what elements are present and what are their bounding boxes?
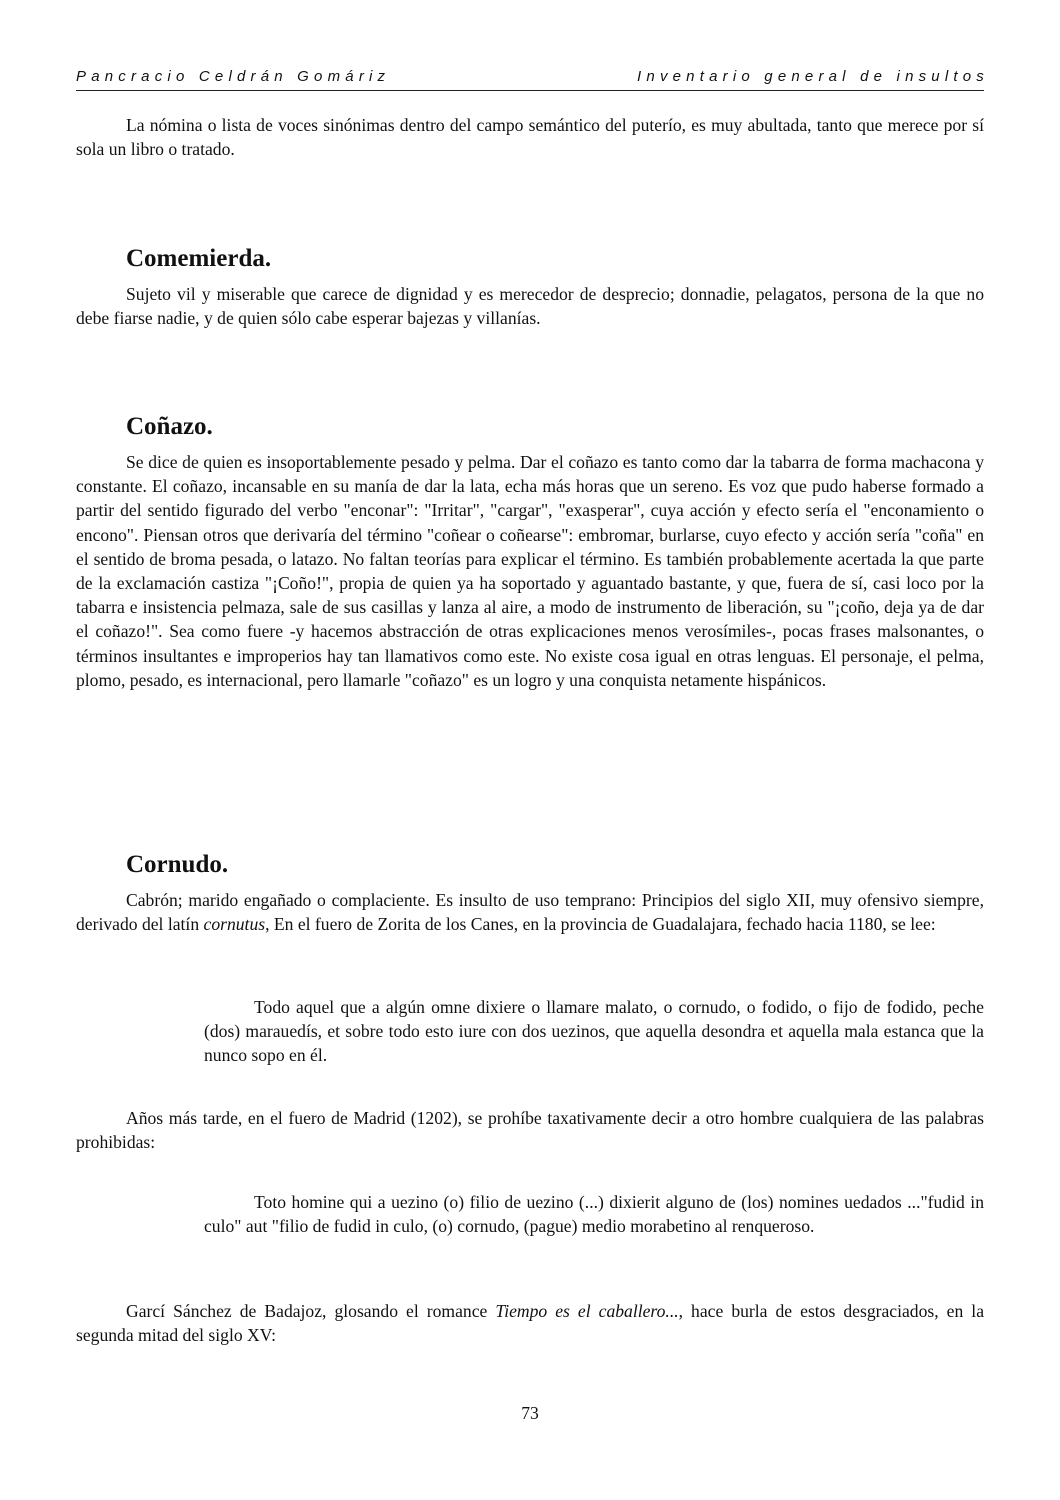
entry-heading-comemierda: Comemierda. xyxy=(126,245,272,272)
header-book-title: Inventario general de insultos xyxy=(637,68,989,85)
cornudo-text-part1: Cabrón; marido engañado o complaciente. Es insulto de uso temprano: Principios del siglo XII, muy ofensivo siempre, derivado del latín xyxy=(76,890,984,935)
entry-text-cornudo xyxy=(76,888,984,936)
entry-text-conazo: Se dice de quien es insoportablemente pesado y pelma. Dar el coñazo es tanto como dar la tabarra de forma machacona y constante. El coñazo, incansable en su manía de dar la lata, echa más horas que un sereno. Es voz que pudo haberse formado a partir del sentido figurado del verbo "enconar": "Irritar", "cargar", "exasperar", cuya acción y efecto sería el "enconamiento o encono". Piensan otros que derivaría del término "coñear o coñearse": embromar, burlarse, cuyo efecto y acción sería "coña" en el sentido de broma pesada, o latazo. No faltan teorías para explicar el término. Es también probablemente acertada la que parte de la exclamación castiza "¡Coño!", propia de quien ya ha soportado y aguantado bastante, y que, fuera de sí, casi loco por la tabarra e insistencia pelmaza, sale de sus casillas y lanza al aire, a modo de instrumento de liberación, su "¡coño, deja ya de dar el coñazo!". Sea como fuere -y hacemos abstracción de otras explicaciones menos verosímiles-, pocas frases malsonantes, o términos insultantes e improperios hay tan llamativos como este. No existe cosa igual en otras lenguas. El personaje, el pelma, plomo, pesado, es internacional, pero llamarle "coñazo" es un logro y una conquista netamente hispánicos. xyxy=(76,452,984,690)
cornudo-text-part2: , En el fuero de Zorita de los Canes, en la provincia de Guadalajara, fechado hacia 1180, se lee: xyxy=(265,914,936,935)
romance-title: Tiempo es el caballero... xyxy=(495,1301,679,1321)
running-header xyxy=(76,68,989,91)
intro-paragraph: La nómina o lista de voces sinónimas dentro del campo semántico del puterío, es muy abultada, tanto que merece por sí sola un libro o tratado. xyxy=(76,115,984,160)
paragraph-garci-sanchez xyxy=(76,1299,984,1347)
page-number: 73 xyxy=(521,1403,539,1423)
garci-text-part2: , hace burla de estos desgraciados, en la segunda mitad del siglo XV: xyxy=(76,1301,984,1346)
header-author: Pancracio Celdrán Gomáriz xyxy=(76,68,391,85)
quote-fuero-zorita: Todo aquel que a algún omne dixiere o llamare malato, o cornudo, o fodido, o fijo de fodido, peche (dos) marauedís, et sobre todo esto iure con dos uezinos, que aquella desondra et aquella mala estanca que la nunco sopo en él. xyxy=(204,997,984,1066)
entry-text-comemierda: Sujeto vil y miserable que carece de dignidad y es merecedor de desprecio; donnadie, pelagatos, persona de la que no debe fiarse nadie, y de quien sólo cabe esperar bajezas y villanías. xyxy=(76,284,984,329)
entry-heading-cornudo: Cornudo. xyxy=(126,851,229,878)
garci-text-part1: Garcí Sánchez de Badajoz, glosando el romance xyxy=(126,1301,496,1321)
quote-fuero-madrid: Toto homine qui a uezino (o) filio de uezino (...) dixierit alguno de (los) nomines uedados ..."fudid in culo" aut "filio de fudid in culo, (o) cornudo, (pague) medio morabetino al renqueroso. xyxy=(204,1192,984,1237)
entry-heading-conazo: Coñazo. xyxy=(126,413,213,440)
latin-term: cornutus xyxy=(203,914,266,935)
paragraph-fuero-madrid: Años más tarde, en el fuero de Madrid (1202), se prohíbe taxativamente decir a otro hombre cualquiera de las palabras prohibidas: xyxy=(76,1108,984,1153)
